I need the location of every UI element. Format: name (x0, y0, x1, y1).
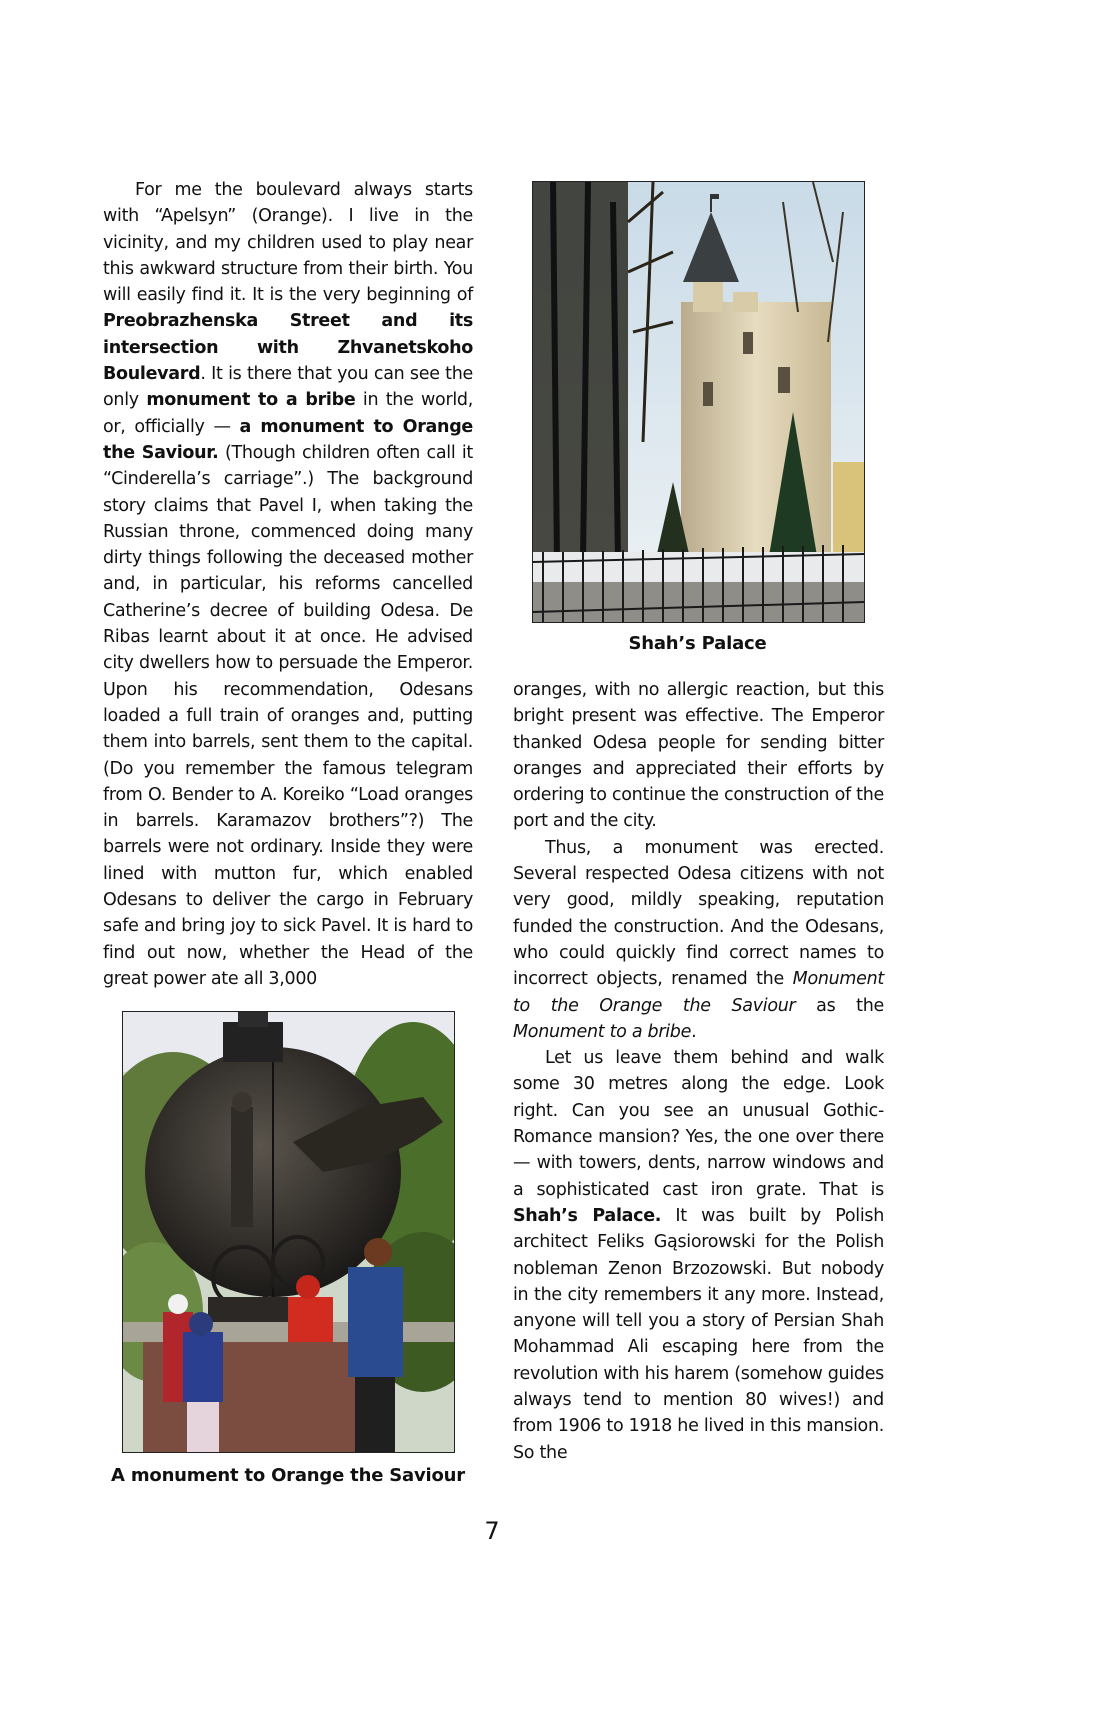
shahs-palace-caption: Shah’s Palace (628, 633, 767, 654)
left-column (103, 177, 473, 992)
text-run: oranges, with no allergic reaction, but this bright present was effective. The Emperor thanked Odesa people for sending bitter oranges and appreciated their efforts by ordering to continue the construction of the port and the city. (513, 680, 884, 832)
right-column (513, 677, 884, 1466)
italic-text: Monument to a bribe (513, 1021, 692, 1042)
text-run: in the world, or, officially — (103, 390, 473, 437)
bold-text: Preobrazhenska Street and its intersection with Zhvanetskoho Boulevard (103, 311, 473, 385)
paragraph (513, 835, 884, 1045)
paragraph (513, 677, 884, 835)
text-run: Let us leave them behind and walk some 30 metres along the edge. Look right. Can you see an unusual Gothic-Romance mansion? Yes, the one over there — with towers, dents, narrow windows and a sophisticated cast iron grate. That is (513, 1048, 884, 1200)
text-run: (Though children often call it “Cinderella’s carriage”.) The background story claims that Pavel I, when taking the Russian throne, commenced doing many dirty things following the deceased mother and, in particular, his reforms cancelled Catherine’s decree of building Odesa. De Ribas learnt about it at once. He advised city dwellers how to persuade the Emperor. Upon his recommendation, Odesans loaded a full train of oranges and, putting them into barrels, sent them to the capital. (Do you remember the famous telegram from O. Bender to A. Koreiko “Load oranges in barrels. Karamazov brothers”?) The barrels were not ordinary. Inside they were lined with mutton fur, which enabled Odesans to deliver the cargo in February safe and bring joy to sick Pavel. It is hard to find out now, whether the Head of the great power ate all 3,000 (103, 442, 473, 989)
text-run: . (691, 1021, 697, 1042)
italic-text: Monument to the Orange the Saviour (513, 969, 884, 1016)
text-run: . It is there that you can see the only (103, 364, 473, 411)
bold-text: monument to a bribe (146, 390, 356, 411)
orange-monument-caption: A monument to Orange the Saviour (111, 1465, 465, 1486)
text-run: as the (795, 995, 884, 1016)
text-run: For me the boulevard always starts with “Apelsyn” (Orange). I live in the vicinity, and my children used to play near this awkward structure from their birth. You will easily find it. It is the very beginning of (103, 180, 473, 306)
paragraph (103, 177, 473, 992)
text-run: Thus, a monument was erected. Several respected Odesa citizens with not very good, mildly speaking, reputation funded the construction. And the Odesans, who could quickly find correct names to incorrect objects, renamed the (513, 837, 884, 990)
orange-monument-photo (122, 1011, 455, 1453)
bold-text: Shah’s Palace. (513, 1205, 662, 1226)
bold-text: a monument to Orange the Saviour. (103, 416, 474, 463)
paragraph (513, 1045, 884, 1466)
page-number: 7 (484, 1517, 500, 1545)
text-run: It was built by Polish architect Feliks Gąsiorowski for the Polish nobleman Zenon Brzozowski. But nobody in the city remembers it any more. Instead, anyone will tell you a story of Persian Shah Mohammad Ali escaping here from the revolution with his harem (somehow guides always tend to mention 80 wives!) and from 1906 to 1918 he lived in this mansion. So the (513, 1205, 884, 1463)
shahs-palace-photo (532, 181, 865, 623)
